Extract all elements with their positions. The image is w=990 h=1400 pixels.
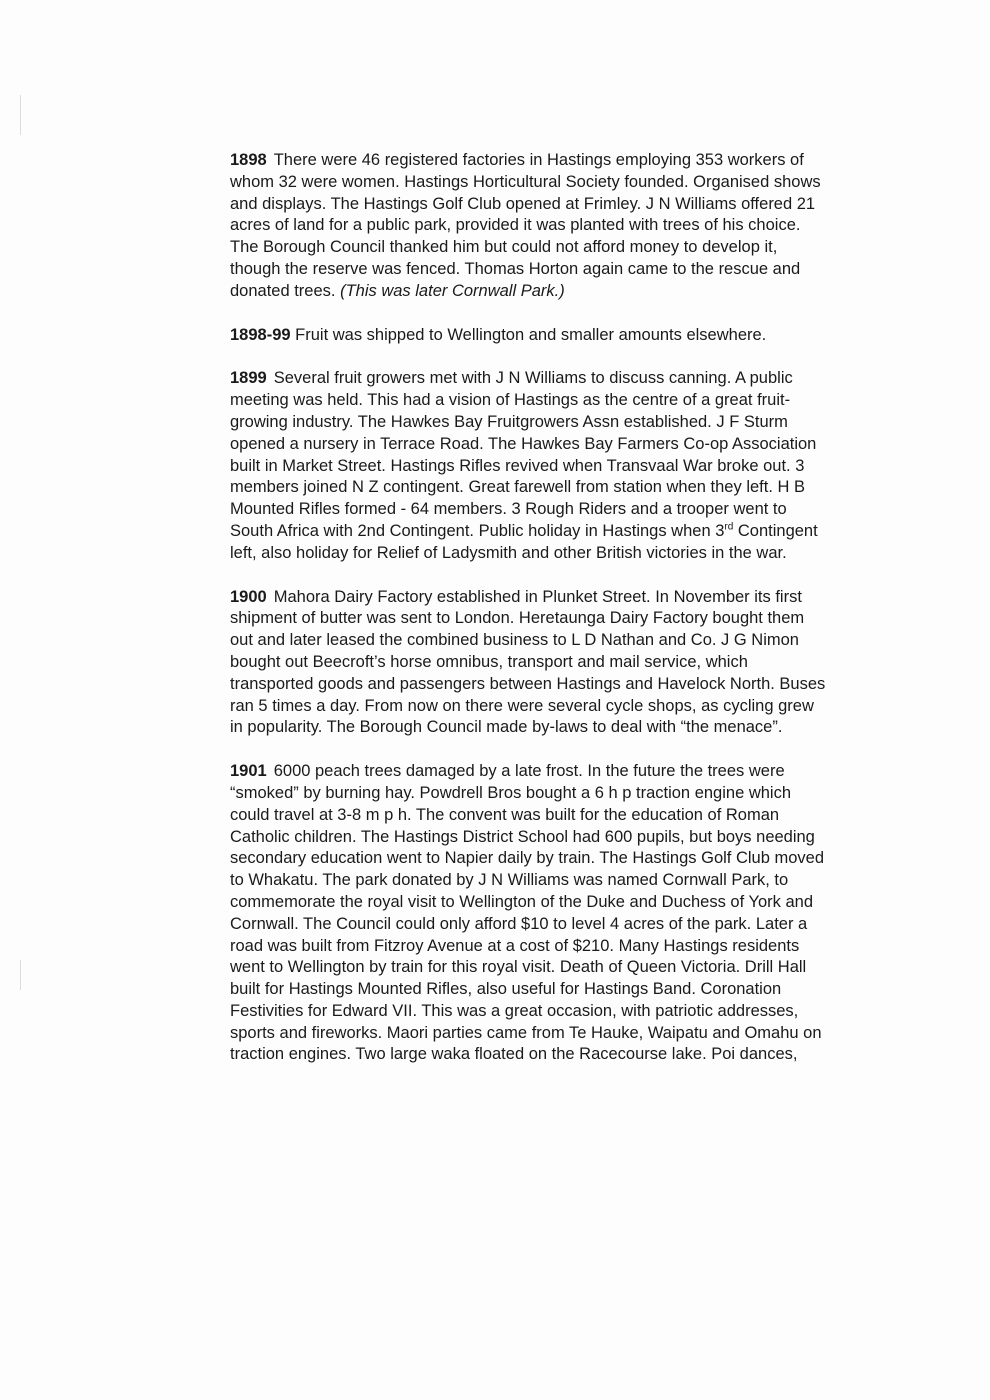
document-body [230, 150, 830, 1088]
scan-edge-mark [20, 960, 21, 990]
entry-text: Mahora Dairy Factory established in Plunket Street. In November its first shipment of butter was sent to London. Heretaunga Dairy Factory bought them out and later leased the combined business to L D Nathan and Co. J G Nimon bought out Beecroft’s horse omnibus, transport and mail service, which transported goods and passengers between Hastings and Havelock North. Buses ran 5 times a day. From now on there were several cycle shops, as cycling grew in popularity. The Borough Council made by-laws to deal with “the menace”. [230, 587, 826, 737]
entry-1901 [230, 761, 830, 1066]
entry-year: 1898 [230, 151, 267, 169]
entry-text: Fruit was shipped to Wellington and smaller amounts elsewhere. [295, 325, 767, 344]
entry-year: 1901 [230, 762, 267, 781]
ordinal-suffix: rd [724, 521, 734, 533]
entry-note: (This was later Cornwall Park.) [340, 281, 565, 300]
scan-edge-mark [20, 95, 21, 135]
entry-year: 1900 [230, 587, 267, 606]
entry-text: Several fruit growers met with J N Williams to discuss canning. A public meeting was held. This had a vision of Hastings as the centre of a great fruit-growing industry. The Hawkes Bay Fruitgrowers Assn established. J F Sturm opened a nursery in Terrace Road. The Hawkes Bay Farmers Co-op Association built in Market Street. Hastings Rifles revived when Transvaal War broke out. 3 members joined N Z contingent. Great farewell from station when they left. H B Mounted Rifles formed - 64 members. 3 Rough Riders and a trooper went to South Africa with 2nd Contingent. Public holiday in Hastings when 3 [230, 369, 817, 540]
entry-1900 [230, 587, 830, 740]
entry-1899 [230, 368, 830, 564]
entry-text: 6000 peach trees damaged by a late frost. In the future the trees were “smoked” by burning hay. Powdrell Bros bought a 6 h p traction engine which could travel at 3-8 m p h. The convent was built for the education of Roman Catholic children. The Hastings District School had 600 pupils, but boys needing secondary education went to Napier daily by train. The Hastings Golf Club moved to Whakatu. The park donated by J N Williams was named Cornwall Park, to commemorate the royal visit to Wellington of the Duke and Duchess of York and Cornwall. The Council could only afford $10 to level 4 acres of the park. Later a road was built from Fitzroy Avenue at a cost of $210. Many Hastings residents went to Wellington by train for this royal visit. Death of Queen Victoria. Drill Hall built for Hastings Mounted Rifles, also useful for Hastings Band. Coronation Festivities for Edward VII. This was a great occasion, with patriotic addresses, sports and fireworks. Maori parties came from Te Hauke, Waipatu and Omahu on traction engines. Two large waka floated on the Racecourse lake. Poi dances, [230, 762, 825, 1064]
entry-year: 1899 [230, 369, 267, 388]
entry-1898 [230, 150, 830, 303]
entry-text-continued: Contingent left, also holiday for Relief of Ladysmith and other British victories in the war. [230, 521, 818, 562]
entry-1898-99 [230, 325, 830, 347]
entry-text: There were 46 registered factories in Hastings employing 353 workers of whom 32 were women. Hastings Horticultural Society founded. Organised shows and displays. The Hastings Golf Club opened at Frimley. J N Williams offered 21 acres of land for a public park, provided it was planted with trees of his choice. The Borough Council thanked him but could not afford money to develop it, though the reserve was fenced. Thomas Horton again came to the rescue and donated trees. [230, 151, 821, 300]
entry-year: 1898-99 [230, 325, 291, 344]
